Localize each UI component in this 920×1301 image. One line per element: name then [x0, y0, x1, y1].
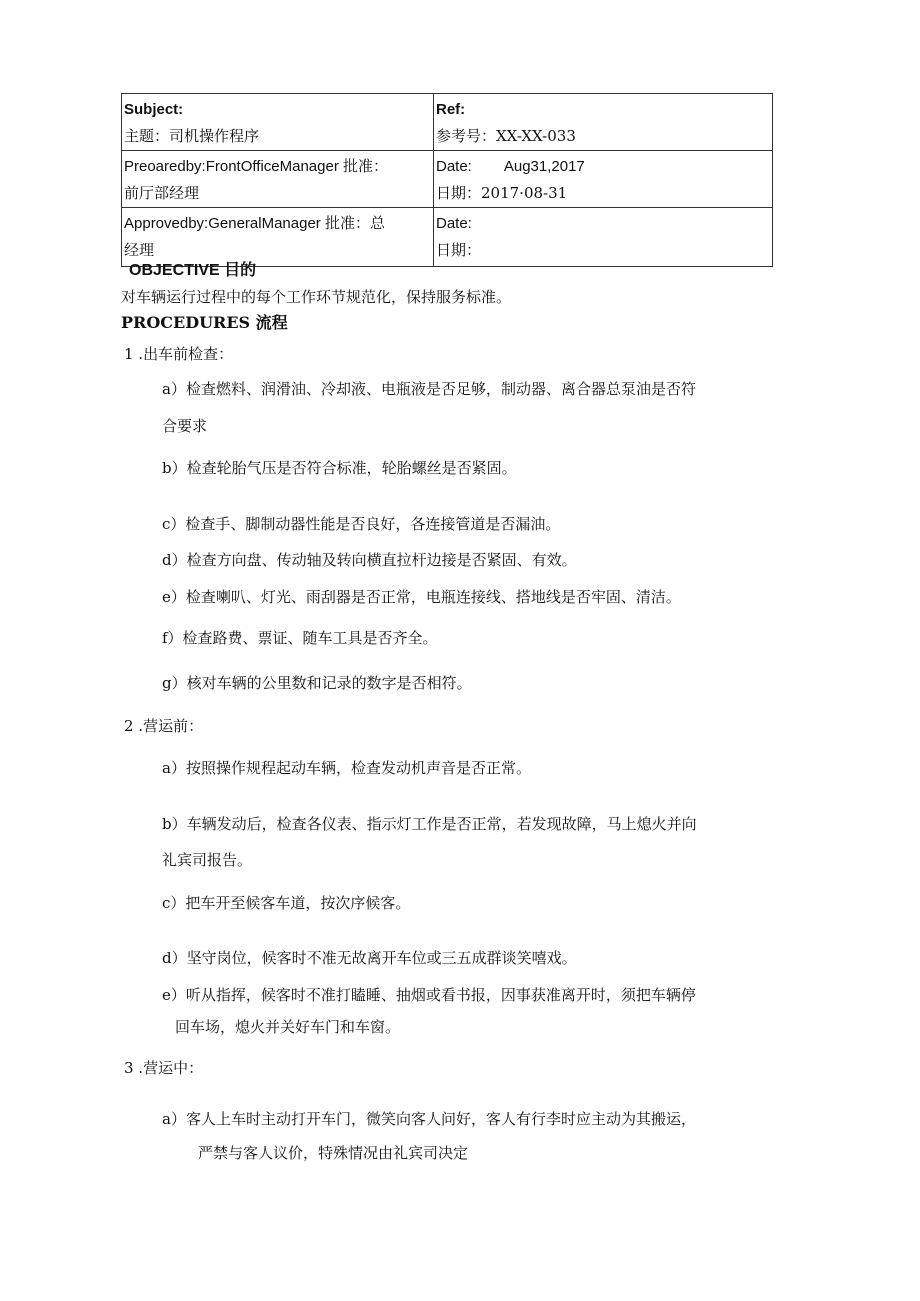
date1-cell	[434, 151, 773, 208]
objective-text: 对车辆运行过程中的每个工作环节规范化，保持服务标准。	[121, 288, 512, 306]
subject-label: Subject:	[124, 101, 184, 118]
list-item: 严禁与客人议价，特殊情况由礼宾司决定	[198, 1144, 469, 1162]
list-item: a）客人上车时主动打开车门，微笑向客人问好，客人有行李时应主动为其搬运，	[162, 1110, 696, 1128]
list-item: c）把车开至候客车道，按次序候客。	[162, 894, 411, 912]
list-item: e）听从指挥，候客时不准打瞌睡、抽烟或看书报，因事获准离开时，须把车辆停	[162, 986, 696, 1004]
list-item: 回车场，熄火并关好车门和车窗。	[175, 1018, 401, 1036]
list-item: g）核对车辆的公里数和记录的数字是否相符。	[162, 674, 472, 692]
list-item: 礼宾司报告。	[162, 851, 253, 869]
list-item: f）检查路费、票证、随车工具是否齐全。	[162, 629, 438, 647]
subject-cell	[122, 94, 434, 151]
prepared-by-cell	[122, 151, 434, 208]
header-table	[121, 93, 773, 267]
section-1-title: 1 .出车前检查：	[124, 345, 234, 363]
list-item: e）检查喇叭、灯光、雨刮器是否正常，电瓶连接线、搭地线是否牢固、清洁。	[162, 588, 681, 606]
date1-cn: 日期：2017·08-31	[436, 184, 568, 202]
date2-label: Date:	[436, 215, 472, 232]
subject-value: 主题：司机操作程序	[124, 127, 260, 145]
procedures-title: PROCEDURES 流程	[121, 313, 288, 332]
ref-cell	[434, 94, 773, 151]
objective-title: OBJECTIVE 目的	[129, 262, 257, 279]
date2-cell	[434, 208, 773, 267]
ref-value: 参考号：XX-XX-033	[436, 127, 576, 145]
list-item: d）坚守岗位，候客时不准无故离开车位或三五成群谈笑嘻戏。	[162, 949, 577, 967]
date1-label: Date:	[436, 158, 472, 175]
list-item: a）按照操作规程起动车辆，检查发动机声音是否正常。	[162, 759, 531, 777]
list-item: b）车辆发动后，检查各仪表、指示灯工作是否正常，若发现故障，马上熄火并向	[162, 815, 697, 833]
list-item: b）检查轮胎气压是否符合标准，轮胎螺丝是否紧固。	[162, 459, 517, 477]
date1-value: Aug31,2017	[503, 158, 585, 175]
list-item: c）检查手、脚制动器性能是否良好，各连接管道是否漏油。	[162, 515, 561, 533]
list-item: 合要求	[162, 417, 208, 435]
section-2-title: 2 .营运前：	[124, 717, 204, 735]
list-item: d）检查方向盘、传动轴及转向横直拉杆边接是否紧固、有效。	[162, 551, 577, 569]
approved-by-line1: Approvedby:GeneralManager 批准：总	[124, 215, 385, 232]
list-item: a）检查燃料、润滑油、冷却液、电瓶液是否足够，制动器、离合器总泵油是否符	[162, 380, 696, 398]
ref-label: Ref:	[436, 101, 466, 118]
prepared-by-line1: Preoaredby:FrontOfficeManager 批准：	[124, 158, 389, 175]
prepared-by-line2: 前厅部经理	[124, 184, 200, 202]
date2-cn: 日期：	[436, 241, 482, 259]
approved-by-line2: 经理	[124, 241, 155, 259]
approved-by-cell	[122, 208, 434, 267]
section-3-title: 3 .营运中：	[124, 1059, 204, 1077]
